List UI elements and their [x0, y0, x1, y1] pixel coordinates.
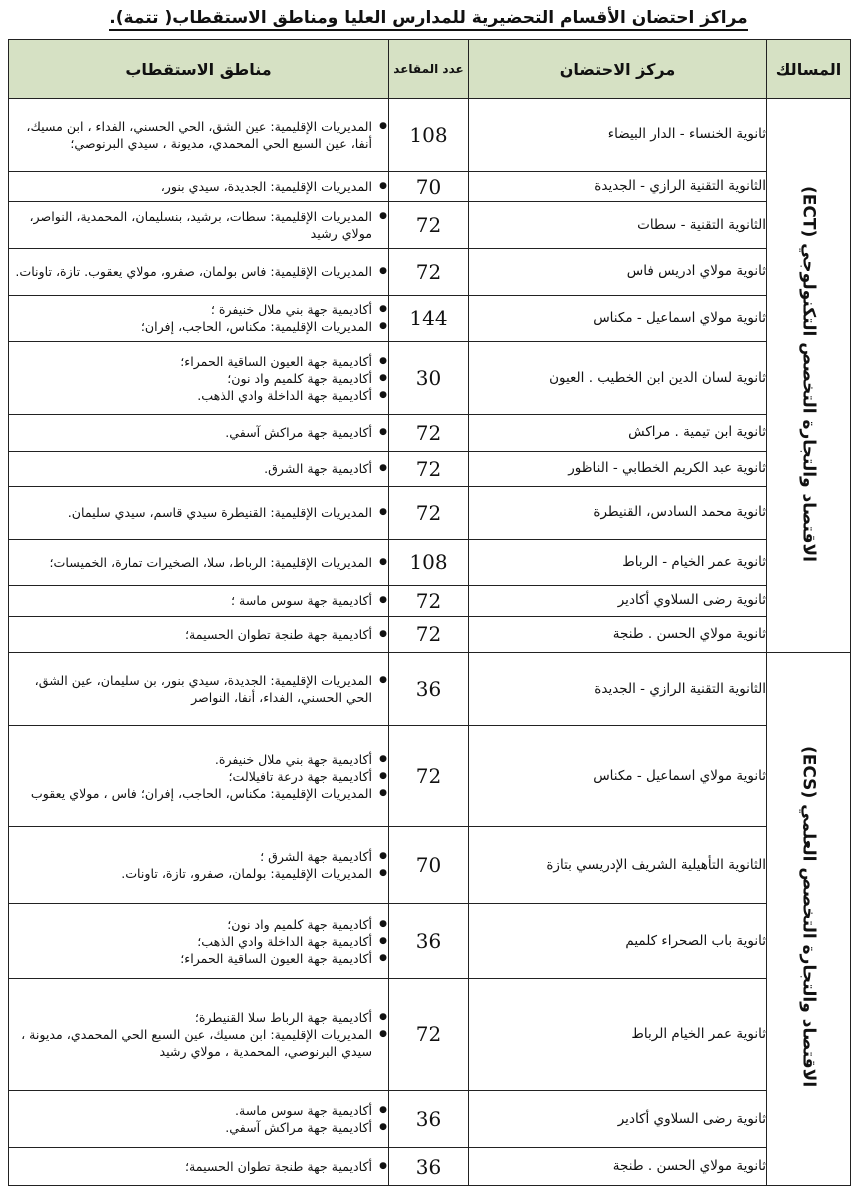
- zone-item: ● المديريات الإقليمية: عين الشق، الحي الحسني، الفداء ، ابن مسيك، أنفا، عين السبع الحي المحمدي، مديونة ، سيدي البرنوصي؛: [9, 118, 388, 152]
- zone-item: ● أكاديمية جهة بني ملال خنيفرة ؛: [9, 301, 388, 318]
- zone-item: ● المديريات الإقليمية: الرباط، سلا، الصخيرات تمارة، الخميسات؛: [9, 554, 388, 571]
- zone-item: ● أكاديمية جهة العيون الساقية الحمراء؛: [9, 353, 388, 370]
- table-row: [9, 295, 851, 342]
- center-name: ثانوية عمر الخيام الرباط: [469, 979, 767, 1090]
- zone-item: ● أكاديمية جهة طنجة تطوان الحسيمة؛: [9, 1158, 388, 1175]
- table-row: [9, 653, 851, 726]
- seat-count: 72: [389, 586, 469, 616]
- table-row: [9, 1148, 851, 1186]
- zones-cell: [9, 1148, 389, 1186]
- zone-item: ● المديريات الإقليمية: مكناس، الحاجب، إفران؛ فاس ، مولاي يعقوب: [9, 785, 388, 802]
- track-label: الاقتصاد والتجارة التخصص التكنولوجي (ECT): [798, 185, 819, 562]
- seat-count: 36: [389, 653, 469, 726]
- center-name: الثانوية التقنية الرازي - الجديدة: [469, 653, 767, 726]
- zone-item: ● أكاديمية جهة الشرق.: [9, 460, 388, 477]
- center-name: ثانوية لسان الدين ابن الخطيب . العيون: [469, 342, 767, 415]
- zones-cell: [9, 979, 389, 1090]
- zones-cell: [9, 451, 389, 486]
- seat-count: 108: [389, 539, 469, 586]
- allocation-table: [8, 39, 851, 1186]
- seat-count: 144: [389, 295, 469, 342]
- table-row: [9, 586, 851, 616]
- zones-cell: [9, 539, 389, 586]
- zone-item: ● المديريات الإقليمية: مكناس، الحاجب، إفران؛: [9, 318, 388, 335]
- zones-list: [9, 592, 388, 609]
- center-name: ثانوية عمر الخيام - الرباط: [469, 539, 767, 586]
- zone-item: ● المديريات الإقليمية: الجديدة، سيدي بنور، بن سليمان، عين الشق، الحي الحسني، الفداء، أنفا، النواصر: [9, 672, 388, 706]
- seat-count: 36: [389, 904, 469, 979]
- seat-count: 70: [389, 171, 469, 201]
- center-name: الثانوية التأهيلية الشريف الإدريسي بتازة: [469, 827, 767, 904]
- center-name: ثانوية مولاي الحسن . طنجة: [469, 1148, 767, 1186]
- seat-count: 72: [389, 486, 469, 539]
- zones-list: [9, 751, 388, 802]
- header-row: [9, 40, 851, 99]
- zones-list: [9, 353, 388, 404]
- zones-cell: [9, 202, 389, 249]
- table-row: [9, 171, 851, 201]
- zones-list: [9, 118, 388, 152]
- zones-list: [9, 263, 388, 280]
- zones-cell: [9, 653, 389, 726]
- center-name: ثانوية باب الصحراء كلميم: [469, 904, 767, 979]
- zones-cell: [9, 248, 389, 295]
- zone-item: ● أكاديمية جهة الداخلة وادي الذهب.: [9, 387, 388, 404]
- zones-list: [9, 1102, 388, 1136]
- seat-count: 72: [389, 979, 469, 1090]
- zones-list: [9, 1158, 388, 1175]
- seat-count: 72: [389, 248, 469, 295]
- table-row: [9, 486, 851, 539]
- track-label: الاقتصاد والتجارة التخصص العلمي (ECS): [798, 746, 819, 1088]
- zones-cell: [9, 726, 389, 827]
- zone-item: ● المديريات الإقليمية: فاس بولمان، صفرو، مولاي يعقوب. تازة، تاونات.: [9, 263, 388, 280]
- center-name: ثانوية رضى السلاوي أكادير: [469, 1090, 767, 1148]
- zone-item: ● أكاديمية جهة الشرق ؛: [9, 848, 388, 865]
- zones-cell: [9, 99, 389, 172]
- zones-list: [9, 460, 388, 477]
- zones-list: [9, 848, 388, 882]
- zone-item: ● المديريات الإقليمية: الجديدة، سيدي بنور،: [9, 178, 388, 195]
- table-row: [9, 99, 851, 172]
- zone-item: ● المديريات الإقليمية: ابن مسيك، عين السبع الحي المحمدي، مديونة ، سيدي البرنوصي، المحمدية ، مولاي رشيد: [9, 1026, 388, 1060]
- zones-list: [9, 916, 388, 967]
- zones-list: [9, 424, 388, 441]
- table-row: [9, 726, 851, 827]
- table-row: [9, 616, 851, 652]
- zone-item: ● المديريات الإقليمية: بولمان، صفرو، تازة، تاونات.: [9, 865, 388, 882]
- center-name: ثانوية ابن تيمية . مراكش: [469, 415, 767, 451]
- table-row: [9, 979, 851, 1090]
- zones-cell: [9, 1090, 389, 1148]
- center-name: ثانوية رضى السلاوي أكادير: [469, 586, 767, 616]
- zones-cell: [9, 586, 389, 616]
- table-body: [9, 99, 851, 1186]
- table-row: [9, 342, 851, 415]
- zones-cell: [9, 342, 389, 415]
- table-row: [9, 415, 851, 451]
- zone-item: ● أكاديمية جهة مراكش آسفي.: [9, 424, 388, 441]
- zones-list: [9, 504, 388, 521]
- table-row: [9, 827, 851, 904]
- center-name: الثانوية التقنية - سطات: [469, 202, 767, 249]
- table-row: [9, 539, 851, 586]
- zone-item: ● أكاديمية جهة العيون الساقية الحمراء؛: [9, 950, 388, 967]
- seat-count: 72: [389, 202, 469, 249]
- center-name: ثانوية عبد الكريم الخطابي - الناظور: [469, 451, 767, 486]
- zones-cell: [9, 616, 389, 652]
- zones-cell: [9, 171, 389, 201]
- zones-list: [9, 554, 388, 571]
- zone-item: ● المديريات الإقليمية: سطات، برشيد، بنسليمان، المحمدية، النواصر، مولاي رشيد: [9, 208, 388, 242]
- table-row: [9, 451, 851, 486]
- header-center: مركز الاحتضان: [469, 40, 767, 99]
- center-name: ثانوية مولاي اسماعيل - مكناس: [469, 295, 767, 342]
- header-seats: عدد المقاعد: [389, 40, 469, 99]
- zones-cell: [9, 415, 389, 451]
- seat-count: 72: [389, 415, 469, 451]
- table-row: [9, 202, 851, 249]
- table-row: [9, 248, 851, 295]
- center-name: ثانوية مولاي ادريس فاس: [469, 248, 767, 295]
- zone-item: ● أكاديمية جهة درعة تافيلالت؛: [9, 768, 388, 785]
- table-row: [9, 1090, 851, 1148]
- zones-list: [9, 672, 388, 706]
- zone-item: ● أكاديمية جهة كلميم واد نون؛: [9, 370, 388, 387]
- zone-item: ● أكاديمية جهة سوس ماسة.: [9, 1102, 388, 1119]
- zones-list: [9, 178, 388, 195]
- zone-item: ● أكاديمية جهة طنجة تطوان الحسيمة؛: [9, 626, 388, 643]
- table-row: [9, 904, 851, 979]
- seat-count: 72: [389, 451, 469, 486]
- center-name: ثانوية محمد السادس، القنيطرة: [469, 486, 767, 539]
- center-name: ثانوية مولاي الحسن . طنجة: [469, 616, 767, 652]
- zones-cell: [9, 827, 389, 904]
- center-name: الثانوية التقنية الرازي - الجديدة: [469, 171, 767, 201]
- zone-item: ● أكاديمية جهة مراكش آسفي.: [9, 1119, 388, 1136]
- zones-cell: [9, 904, 389, 979]
- center-name: ثانوية الخنساء - الدار البيضاء: [469, 99, 767, 172]
- zone-item: ● أكاديمية جهة الداخلة وادي الذهب؛: [9, 933, 388, 950]
- page-title: مراكز احتضان الأقسام التحضيرية للمدارس العليا ومناطق الاستقطاب( تتمة).: [0, 4, 857, 32]
- zones-cell: [9, 486, 389, 539]
- zones-list: [9, 626, 388, 643]
- track-cell: [767, 653, 851, 1186]
- track-cell: [767, 99, 851, 653]
- seat-count: 70: [389, 827, 469, 904]
- zones-cell: [9, 295, 389, 342]
- seat-count: 72: [389, 726, 469, 827]
- zones-list: [9, 301, 388, 335]
- center-name: ثانوية مولاي اسماعيل - مكناس: [469, 726, 767, 827]
- zones-list: [9, 208, 388, 242]
- header-track: المسالك: [767, 40, 851, 99]
- header-zones: مناطق الاستقطاب: [9, 40, 389, 99]
- seat-count: 72: [389, 616, 469, 652]
- seat-count: 36: [389, 1148, 469, 1186]
- zone-item: ● أكاديمية جهة الرباط سلا القنيطرة؛: [9, 1009, 388, 1026]
- zone-item: ● أكاديمية جهة كلميم واد نون؛: [9, 916, 388, 933]
- seat-count: 108: [389, 99, 469, 172]
- zone-item: ● أكاديمية جهة سوس ماسة ؛: [9, 592, 388, 609]
- seat-count: 36: [389, 1090, 469, 1148]
- seat-count: 30: [389, 342, 469, 415]
- zone-item: ● أكاديمية جهة بني ملال خنيفرة.: [9, 751, 388, 768]
- zone-item: ● المديريات الإقليمية: القنيطرة سيدي قاسم، سيدي سليمان.: [9, 504, 388, 521]
- zones-list: [9, 1009, 388, 1060]
